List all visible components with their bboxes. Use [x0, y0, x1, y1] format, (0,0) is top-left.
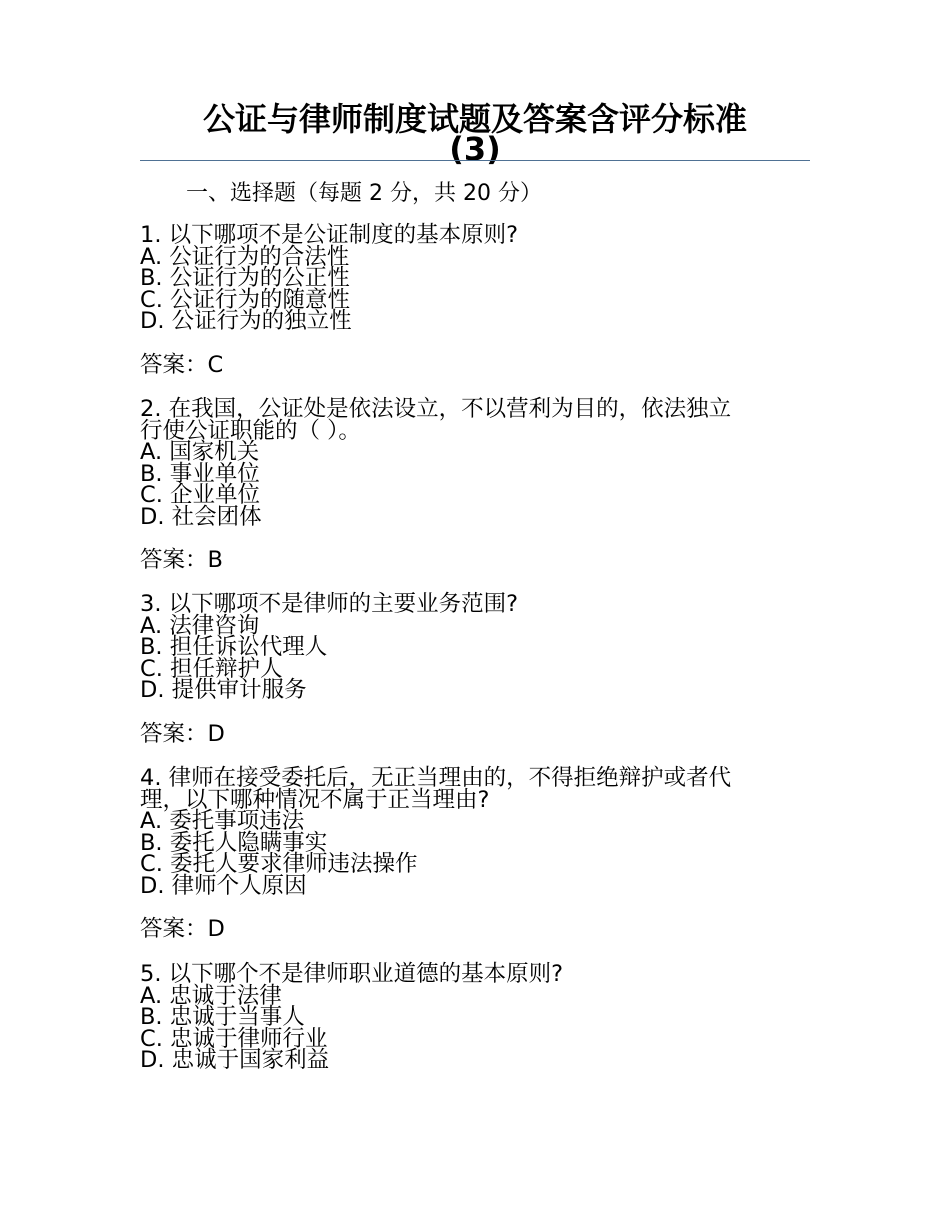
- question-stem: 1. 以下哪项不是公证制度的基本原则?: [140, 222, 519, 248]
- option-c: C. 企业单位: [140, 482, 261, 508]
- question-1: [140, 222, 519, 381]
- option-a: A. 国家机关: [140, 439, 260, 465]
- option-c: C. 委托人要求律师违法操作: [140, 851, 418, 877]
- option-d: D. 律师个人原因: [140, 872, 307, 899]
- question-5: [140, 961, 564, 1073]
- question-stem-continued: 理，以下哪种情况不属于正当理由?: [140, 786, 490, 813]
- option-b: B. 事业单位: [140, 460, 260, 487]
- document-title: [140, 100, 810, 168]
- answer: 答案：C: [140, 351, 224, 378]
- question-4: [140, 765, 732, 945]
- option-d: D. 公证行为的独立性: [140, 308, 352, 334]
- option-d: D. 提供审计服务: [140, 677, 307, 703]
- option-a: A. 法律咨询: [140, 612, 260, 639]
- question-2: [140, 396, 732, 576]
- option-b: B. 担任诉讼代理人: [140, 634, 328, 660]
- option-a: A. 公证行为的合法性: [140, 243, 350, 270]
- option-d: D. 社会团体: [140, 503, 262, 530]
- question-stem: 4. 律师在接受委托后，无正当理由的，不得拒绝辩护或者代: [140, 765, 732, 791]
- question-stem: 3. 以下哪项不是律师的主要业务范围?: [140, 591, 519, 617]
- option-d: D. 忠诚于国家利益: [140, 1047, 330, 1073]
- question-stem: 2. 在我国，公证处是依法设立，不以营利为目的，依法独立: [140, 396, 732, 422]
- title-line-1: 公证与律师制度试题及答案含评分标准: [202, 100, 747, 138]
- option-c: C. 忠诚于律师行业: [140, 1025, 328, 1052]
- option-c: C. 公证行为的随意性: [140, 286, 351, 313]
- answer: 答案：D: [140, 720, 225, 747]
- option-a: A. 忠诚于法律: [140, 982, 282, 1009]
- question-3: [140, 591, 519, 750]
- section-heading: 一、选择题（每题 2 分，共 20 分）: [186, 181, 542, 206]
- question-stem: 5. 以下哪个不是律师职业道德的基本原则?: [140, 961, 564, 987]
- answer: 答案：D: [140, 916, 225, 942]
- answer: 答案：B: [140, 547, 223, 573]
- option-c: C. 担任辩护人: [140, 655, 283, 682]
- option-b: B. 公证行为的公正性: [140, 265, 350, 291]
- option-b: B. 忠诚于当事人: [140, 1004, 305, 1030]
- title-divider: [140, 160, 810, 161]
- title-line-2: (3): [449, 130, 501, 168]
- question-stem-continued: 行使公证职能的（ ）。: [140, 417, 361, 444]
- option-b: B. 委托人隐瞒事实: [140, 829, 328, 856]
- option-a: A. 委托事项违法: [140, 808, 305, 834]
